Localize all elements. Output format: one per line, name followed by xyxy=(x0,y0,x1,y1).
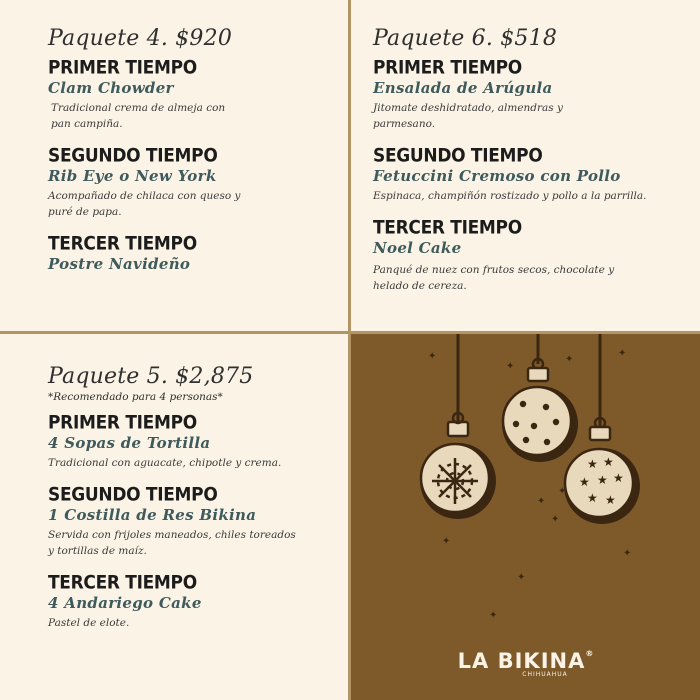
package-4-title: Paquete 4. $920 xyxy=(48,26,233,51)
sparkle-icon: ✦ xyxy=(428,351,437,362)
course-label: PRIMER TIEMPO xyxy=(48,412,197,434)
dish-description: Espinaca, champiñón rostizado y pollo a la parrilla. xyxy=(373,190,647,202)
dish-name: 4 Andariego Cake xyxy=(48,594,202,612)
dish-name: 1 Costilla de Res Bikina xyxy=(48,506,257,524)
sparkle-icon: ✦ xyxy=(565,354,574,365)
course-label: SEGUNDO TIEMPO xyxy=(48,484,218,506)
dish-name: Postre Navideño xyxy=(48,255,191,273)
svg-text:★: ★ xyxy=(603,455,614,469)
course-label: TERCER TIEMPO xyxy=(48,572,197,594)
decor-panel xyxy=(351,334,700,700)
dish-description: Acompañado de chilaca con queso y puré de papa. xyxy=(48,190,241,218)
sparkle-icon: ✦ xyxy=(506,361,515,372)
course-label: PRIMER TIEMPO xyxy=(48,57,197,79)
course-label: PRIMER TIEMPO xyxy=(373,57,522,79)
package-5-panel xyxy=(0,334,348,700)
package-5-note: *Recomendado para 4 personas* xyxy=(48,391,223,403)
ornament-icon xyxy=(420,413,496,519)
svg-text:★: ★ xyxy=(605,493,616,507)
dish-description: Panqué de nuez con frutos secos, chocolate y helado de cereza. xyxy=(373,264,615,292)
dish-name: Clam Chowder xyxy=(48,79,174,97)
brand-name: LA BIKINA® xyxy=(457,649,595,673)
dish-description: Servida con frijoles maneados, chiles toreados y tortillas de maíz. xyxy=(48,529,296,557)
sparkle-icon: ✦ xyxy=(623,548,632,559)
svg-text:★: ★ xyxy=(613,471,624,485)
ornament-icon xyxy=(502,359,578,462)
package-5-title: Paquete 5. $2,875 xyxy=(48,364,254,389)
svg-text:★: ★ xyxy=(587,491,598,505)
sparkle-icon: ✦ xyxy=(537,496,546,507)
brand-logo xyxy=(451,649,601,678)
dish-name: 4 Sopas de Tortilla xyxy=(48,434,211,452)
dish-name: Fetuccini Cremoso con Pollo xyxy=(373,167,621,185)
course-label: SEGUNDO TIEMPO xyxy=(373,145,543,167)
package-6-title: Paquete 6. $518 xyxy=(373,26,558,51)
svg-text:★: ★ xyxy=(587,457,598,471)
sparkle-icon: ✦ xyxy=(551,514,560,525)
ornaments-illustration xyxy=(351,334,700,700)
sparkle-icon: ✦ xyxy=(489,610,498,621)
sparkle-icon: ✦ xyxy=(442,536,451,547)
sparkle-icon: ✦ xyxy=(618,348,627,359)
dish-name: Ensalada de Arúgula xyxy=(373,79,553,97)
dish-description: Pastel de elote. xyxy=(48,617,130,629)
svg-text:★: ★ xyxy=(579,475,590,489)
dish-description: Tradicional crema de almeja con pan campiña. xyxy=(51,102,226,130)
sparkle-icon: ✦ xyxy=(558,486,567,497)
package-4-panel xyxy=(0,0,348,331)
course-label: TERCER TIEMPO xyxy=(48,233,197,255)
package-6-panel xyxy=(351,0,700,331)
dish-name: Noel Cake xyxy=(373,239,462,257)
sparkle-icon: ✦ xyxy=(517,572,526,583)
svg-text:★: ★ xyxy=(597,473,608,487)
brand-city: CHIHUAHUA xyxy=(522,671,568,678)
dish-name: Rib Eye o New York xyxy=(48,167,217,185)
dish-description: Tradicional con aguacate, chipotle y crema. xyxy=(48,457,282,469)
course-label: TERCER TIEMPO xyxy=(373,217,522,239)
dish-description: Jitomate deshidratado, almendras y parmesano. xyxy=(373,102,563,130)
course-label: SEGUNDO TIEMPO xyxy=(48,145,218,167)
